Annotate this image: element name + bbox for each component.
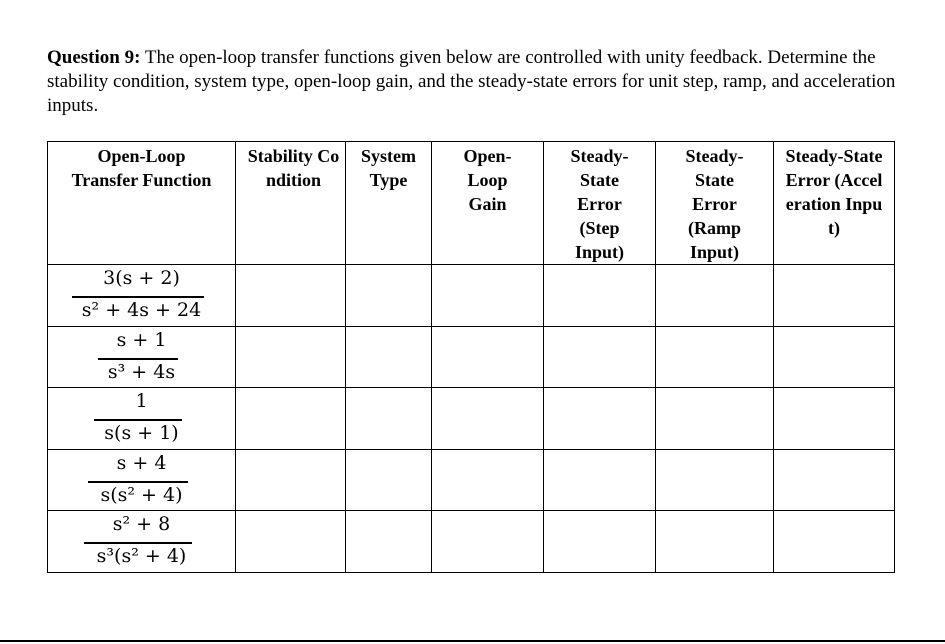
answer-cell-stability[interactable] — [236, 388, 346, 450]
fraction-bar — [98, 358, 178, 360]
answer-cell-stability[interactable] — [236, 450, 346, 511]
answer-cell-gain[interactable] — [432, 265, 544, 327]
denominator: s(s + 1) — [104, 422, 179, 444]
answer-cell-accel[interactable] — [774, 327, 895, 388]
answer-cell-step[interactable] — [544, 511, 656, 573]
header-stability: Stability Condition — [236, 142, 346, 265]
answer-cell-step[interactable] — [544, 388, 656, 450]
transfer-function-cell — [48, 511, 236, 573]
answer-cell-accel[interactable] — [774, 388, 895, 450]
transfer-function-cell — [48, 265, 236, 327]
numerator: s + 4 — [116, 452, 167, 474]
answer-cell-step[interactable] — [544, 450, 656, 511]
answer-cell-ramp[interactable] — [656, 511, 774, 573]
answer-cell-gain[interactable] — [432, 327, 544, 388]
transfer-function-cell — [48, 388, 236, 450]
numerator: s + 1 — [116, 329, 167, 351]
answer-table — [47, 141, 895, 573]
answer-cell-gain[interactable] — [432, 511, 544, 573]
transfer-function — [48, 265, 235, 326]
answer-cell-ramp[interactable] — [656, 265, 774, 327]
answer-cell-stability[interactable] — [236, 265, 346, 327]
fraction-bar — [72, 296, 204, 298]
question-label: Question 9: — [47, 47, 141, 68]
numerator: s² + 8 — [112, 513, 171, 535]
denominator: s² + 4s + 24 — [81, 299, 202, 321]
header-ess-ramp: Steady-State Error (Ramp Input) — [656, 142, 774, 265]
table-row — [48, 265, 895, 327]
numerator: 1 — [135, 390, 148, 412]
answer-cell-type[interactable] — [346, 265, 432, 327]
answer-cell-accel[interactable] — [774, 511, 895, 573]
table-row — [48, 511, 895, 573]
transfer-function — [48, 450, 235, 510]
answer-cell-accel[interactable] — [774, 450, 895, 511]
answer-cell-accel[interactable] — [774, 265, 895, 327]
header-row — [48, 142, 895, 265]
answer-cell-type[interactable] — [346, 511, 432, 573]
answer-cell-gain[interactable] — [432, 450, 544, 511]
table-row — [48, 450, 895, 511]
transfer-function — [48, 511, 235, 572]
header-transfer-function: Open-Loop Transfer Function — [48, 142, 236, 265]
table-row — [48, 327, 895, 388]
denominator: s³ + 4s — [107, 361, 176, 383]
answer-cell-type[interactable] — [346, 450, 432, 511]
transfer-function — [48, 327, 235, 387]
answer-cell-ramp[interactable] — [656, 388, 774, 450]
fraction-bar — [94, 419, 182, 421]
question-text — [47, 46, 907, 118]
denominator: s³(s² + 4) — [96, 545, 187, 567]
transfer-function — [48, 388, 235, 449]
answer-cell-ramp[interactable] — [656, 327, 774, 388]
fraction-bar — [88, 481, 188, 483]
denominator: s(s² + 4) — [100, 484, 183, 506]
table-row — [48, 388, 895, 450]
fraction-bar — [84, 542, 192, 544]
answer-cell-step[interactable] — [544, 327, 656, 388]
header-open-loop-gain: Open-Loop Gain — [432, 142, 544, 265]
question-body: The open-loop transfer functions given below are controlled with unity feedback. Determine the stability condition, system type, open-loop gain, and the steady-state errors for unit step, ramp, and acceleration inputs. — [47, 47, 896, 116]
answer-cell-gain[interactable] — [432, 388, 544, 450]
header-system-type: System Type — [346, 142, 432, 265]
answer-cell-stability[interactable] — [236, 511, 346, 573]
header-ess-step: Steady-State Error (Step Input) — [544, 142, 656, 265]
header-ess-accel: Steady-State Error (Acceleration Input) — [774, 142, 895, 265]
transfer-function-cell — [48, 327, 236, 388]
page-bottom-rule — [0, 640, 945, 642]
answer-cell-step[interactable] — [544, 265, 656, 327]
answer-cell-stability[interactable] — [236, 327, 346, 388]
numerator: 3(s + 2) — [103, 267, 180, 289]
answer-cell-type[interactable] — [346, 327, 432, 388]
answer-cell-ramp[interactable] — [656, 450, 774, 511]
transfer-function-cell — [48, 450, 236, 511]
answer-cell-type[interactable] — [346, 388, 432, 450]
